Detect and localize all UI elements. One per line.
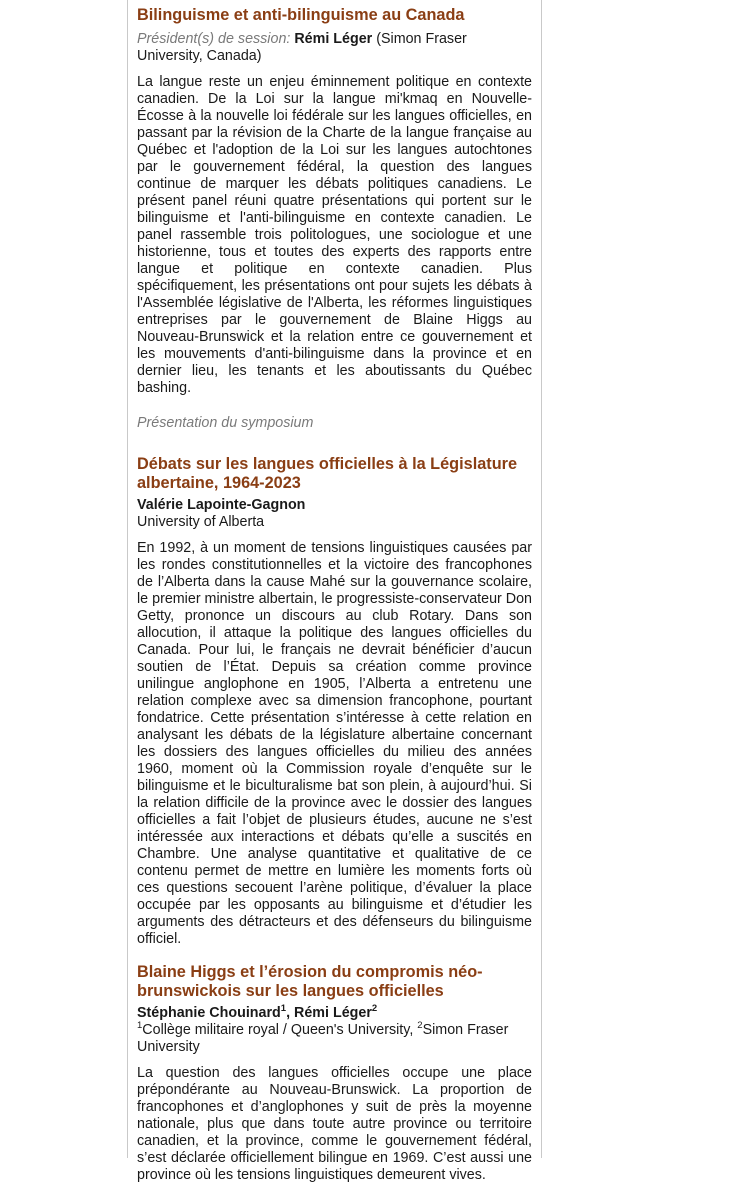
paper-2-affiliation-2: Simon Fraser University	[137, 1021, 509, 1055]
paper-2	[137, 963, 532, 1184]
session-chair	[137, 31, 532, 65]
paper-2-authors	[137, 1002, 532, 1022]
author-separator: ,	[286, 1004, 295, 1021]
paper-1-title: Débats sur les langues officielles à la Législature albertaine, 1964-2023	[137, 454, 518, 492]
chair-name: Rémi Léger	[294, 30, 373, 47]
affil-2-superscript: 2	[417, 1019, 423, 1031]
paper-2-author-1: Stéphanie Chouinard	[137, 1004, 281, 1021]
paper-1-author: Valérie Lapointe-Gagnon	[137, 496, 306, 513]
author-2-superscript: 2	[371, 1002, 378, 1014]
session-block	[137, 6, 532, 432]
paper-2-abstract: La question des langues officielles occupe une place prépondérante au Nouveau-Brunswick. La proportion de francophones et d’anglophones y suit de près la moyenne nationale, plus que dans toute autre province ou territoire canadien, et la province, comme le gouvernement fédéral, s’est déclarée officiellement bilingue en 1969. C’est aussi une province où les tensions linguistiques demeurent vives.	[137, 1064, 532, 1183]
author-1-superscript: 1	[280, 1002, 287, 1014]
paper-1	[137, 455, 532, 948]
paper-1-abstract: En 1992, à un moment de tensions linguistiques causées par les rondes constitutionnelles et la victoire des francophones de l’Alberta dans la cause Mahé sur la gouvernance scolaire, le premier ministre albertain, le progressiste-conservateur Don Getty, prononce un discours au club Rotary. Dans son allocution, il attaque la politique des langues officielles du Canada. Pour lui, le français ne devrait bénéficier d’aucun soutien de l’État. Depuis sa création comme province unilingue anglophone en 1905, l’Alberta a entretenu une relation complexe avec sa dimension francophone, pourtant fondatrice. Cette présentation s’intéresse à cette relation en analysant les débats de la législature albertaine concernant les dossiers des langues officielles du milieu des années 1960, moment où la Commission royale d’enquête sur le bilinguisme et le biculturalisme bat son plein, à aujourd’hui. Si la relation difficile de la province avec le dossier des langues officielles a fait l’objet de plusieurs études, aucune ne s’est intéressée aux interactions et débats qu’elle a suscités en Chambre. Une analyse quantitative et qualitative de ce contenu permet de mettre en lumière les moments forts où ces questions secouent l’arène politique, d’évaluer la place occupée par les opposants au bilinguisme et d’étudier les arguments des détracteurs et des défenseurs du bilinguisme officiel.	[137, 539, 532, 947]
affil-1-superscript: 1	[137, 1019, 143, 1031]
chair-affiliation: (Simon Fraser University, Canada)	[137, 30, 467, 64]
paper-1-affiliation: University of Alberta	[137, 513, 265, 530]
paper-2-author-2: Rémi Léger	[294, 1004, 372, 1021]
program-content	[137, 6, 532, 1184]
symposium-label: Présentation du symposium	[137, 414, 314, 431]
session-title: Bilinguisme et anti-bilinguisme au Canada	[137, 6, 465, 24]
paper-2-affiliation-1: Collège militaire royal / Queen's University,	[142, 1021, 418, 1038]
chair-label: Président(s) de session:	[137, 30, 291, 47]
paper-2-title: Blaine Higgs et l’érosion du compromis néo-brunswickois sur les langues officielles	[137, 962, 483, 1000]
session-abstract: La langue reste un enjeu éminnement politique en contexte canadien. De la Loi sur la langue mi'kmaq en Nouvelle-Écosse à la nouvelle loi fédérale sur les langues officielles, en passant par la révision de la Charte de la langue française au Québec et l'adoption de la Loi sur les langues autochtones par le gouvernement fédéral, la question des langues continue de marquer les débats politiques canadiens. Le présent panel réuni quatre présentations qui portent sur le bilinguisme et l'anti-bilinguisme en contexte canadien. Le panel rassemble trois politologues, une sociologue et une historienne, tous et toutes des experts des rapports entre langue et politique en contexte canadien. Plus spécifiquement, les présentations ont pour sujets les débats à l'Assemblée législative de l'Alberta, les réformes linguistiques entreprises par le gouvernement de Blaine Higgs au Nouveau-Brunswick et la relation entre ce gouvernement et les mouvements d'anti-bilinguisme dans la province et en dernier lieu, les tenants et les aboutissants du Québec bashing.	[137, 73, 532, 396]
paper-2-affiliations	[137, 1019, 532, 1056]
